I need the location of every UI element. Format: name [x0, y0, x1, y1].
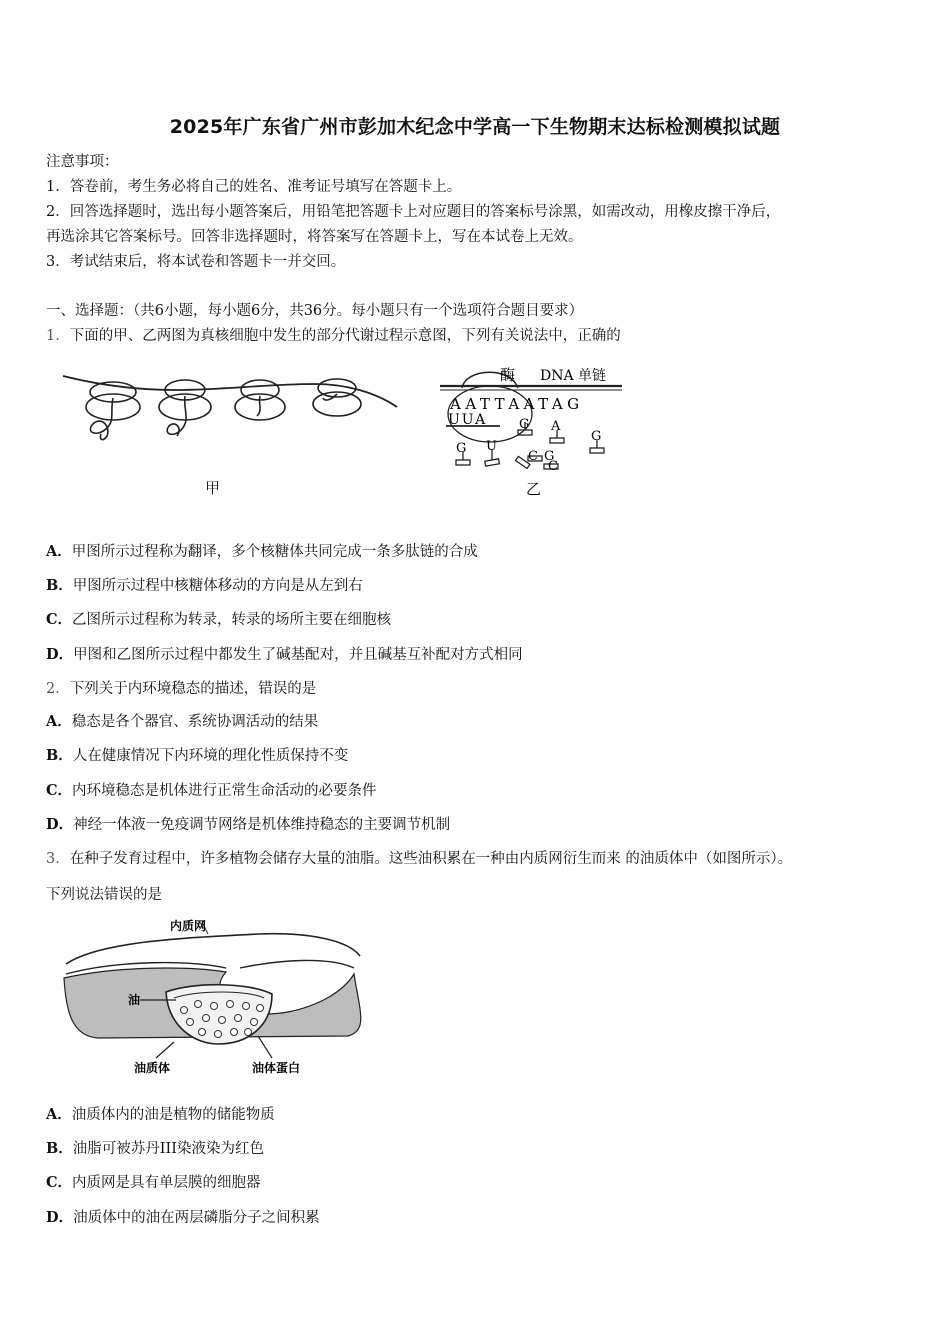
- nucleotide: G: [456, 441, 467, 456]
- nucleotide: C: [528, 449, 538, 464]
- q1-option-c[interactable]: C．乙图所示过程称为转录，转录的场所主要在细胞核: [46, 611, 392, 628]
- q3-option-b[interactable]: B．油脂可被苏丹III染液染为红色: [46, 1140, 264, 1157]
- section-heading: 一、选择题：（共6小题，每小题6分，共36分。每小题只有一个选项符合题目要求）: [46, 303, 584, 319]
- q3-option-a[interactable]: A．油质体内的油是植物的储能物质: [46, 1106, 275, 1123]
- figure-yi-label: 乙: [526, 480, 542, 498]
- nucleotide: U: [486, 439, 497, 454]
- q2-option-b[interactable]: B．人在健康情况下内环境的理化性质保持不变: [46, 747, 349, 764]
- figure-yi: [432, 360, 632, 500]
- figure-oil-body: [58, 912, 378, 1082]
- question-3-stem-cont: 下列说法错误的是: [46, 887, 162, 903]
- notice-heading: 注意事项：: [46, 154, 119, 170]
- notice-item-2: 2．回答选择题时，选出每小题答案后，用铅笔把答题卡上对应题目的答案标号涂黑，如需改动，用橡皮擦干净后，: [46, 204, 781, 220]
- q1-option-a[interactable]: A．甲图所示过程称为翻译，多个核糖体共同完成一条多肽链的合成: [46, 543, 478, 560]
- question-text: 在种子发育过程中，许多植物会储存大量的油脂。这些油积累在一种由内质网衍生而来 的油质体中（如图所示）。: [69, 851, 793, 867]
- q2-option-c[interactable]: C．内环境稳态是机体进行正常生命活动的必要条件: [46, 782, 377, 799]
- nucleotide: G: [544, 449, 555, 464]
- figure-jia-label: 甲: [205, 479, 221, 497]
- dna-label: DNA 单链: [540, 368, 607, 384]
- q3-option-c[interactable]: C．内质网是具有单层膜的细胞器: [46, 1174, 261, 1191]
- oil-protein-label: 油体蛋白: [252, 1061, 301, 1075]
- q3-option-d[interactable]: D．油质体中的油在两层磷脂分子之间积累: [46, 1209, 320, 1226]
- question-text: 下面的甲、乙两图为真核细胞中发生的部分代谢过程示意图，下列有关说法中，正确的: [69, 328, 621, 344]
- notice-item-3: 3．考试结束后，将本试卷和答题卡一并交回。: [46, 254, 346, 270]
- er-label: 内质网: [170, 919, 207, 933]
- q2-option-d[interactable]: D．神经一体液一免疫调节网络是机体维持稳态的主要调节机制: [46, 816, 451, 833]
- question-3-stem: [46, 849, 792, 869]
- figure-jia: [55, 362, 405, 502]
- nucleotide: C: [548, 459, 558, 474]
- question-number: 2．: [46, 681, 70, 697]
- question-number: 1．: [46, 328, 70, 344]
- enzyme-label: 酶: [500, 366, 516, 384]
- oil-label: 油: [128, 993, 141, 1007]
- page-title: 2025年广东省广州市彭加木纪念中学高一下生物期末达标检测模拟试题: [169, 116, 781, 138]
- dna-bases: AATTAATAG: [450, 395, 584, 413]
- notice-item-2-cont: 再选涂其它答案标号。回答非选择题时，将答案写在答题卡上，写在本试卷上无效。: [46, 229, 583, 245]
- nucleotide: G: [519, 417, 530, 432]
- question-number: 3．: [46, 851, 70, 867]
- rna-bases: UUA: [448, 412, 488, 428]
- q1-option-d[interactable]: D．甲图和乙图所示过程中都发生了碱基配对，并且碱基互补配对方式相同: [46, 646, 523, 663]
- nucleotide: G: [591, 429, 602, 444]
- q1-option-b[interactable]: B．甲图所示过程中核糖体移动的方向是从左到右: [46, 577, 363, 594]
- q2-option-a[interactable]: A．稳态是各个器官、系统协调活动的结果: [46, 713, 319, 730]
- question-2-stem: [46, 679, 316, 699]
- oil-body-label: 油质体: [134, 1061, 171, 1075]
- notice-item-1: 1．答卷前，考生务必将自己的姓名、准考证号填写在答题卡上。: [46, 179, 462, 195]
- nucleotide: A: [551, 419, 561, 434]
- question-1-stem: [46, 326, 621, 346]
- question-text: 下列关于内环境稳态的描述，错误的是: [69, 681, 317, 697]
